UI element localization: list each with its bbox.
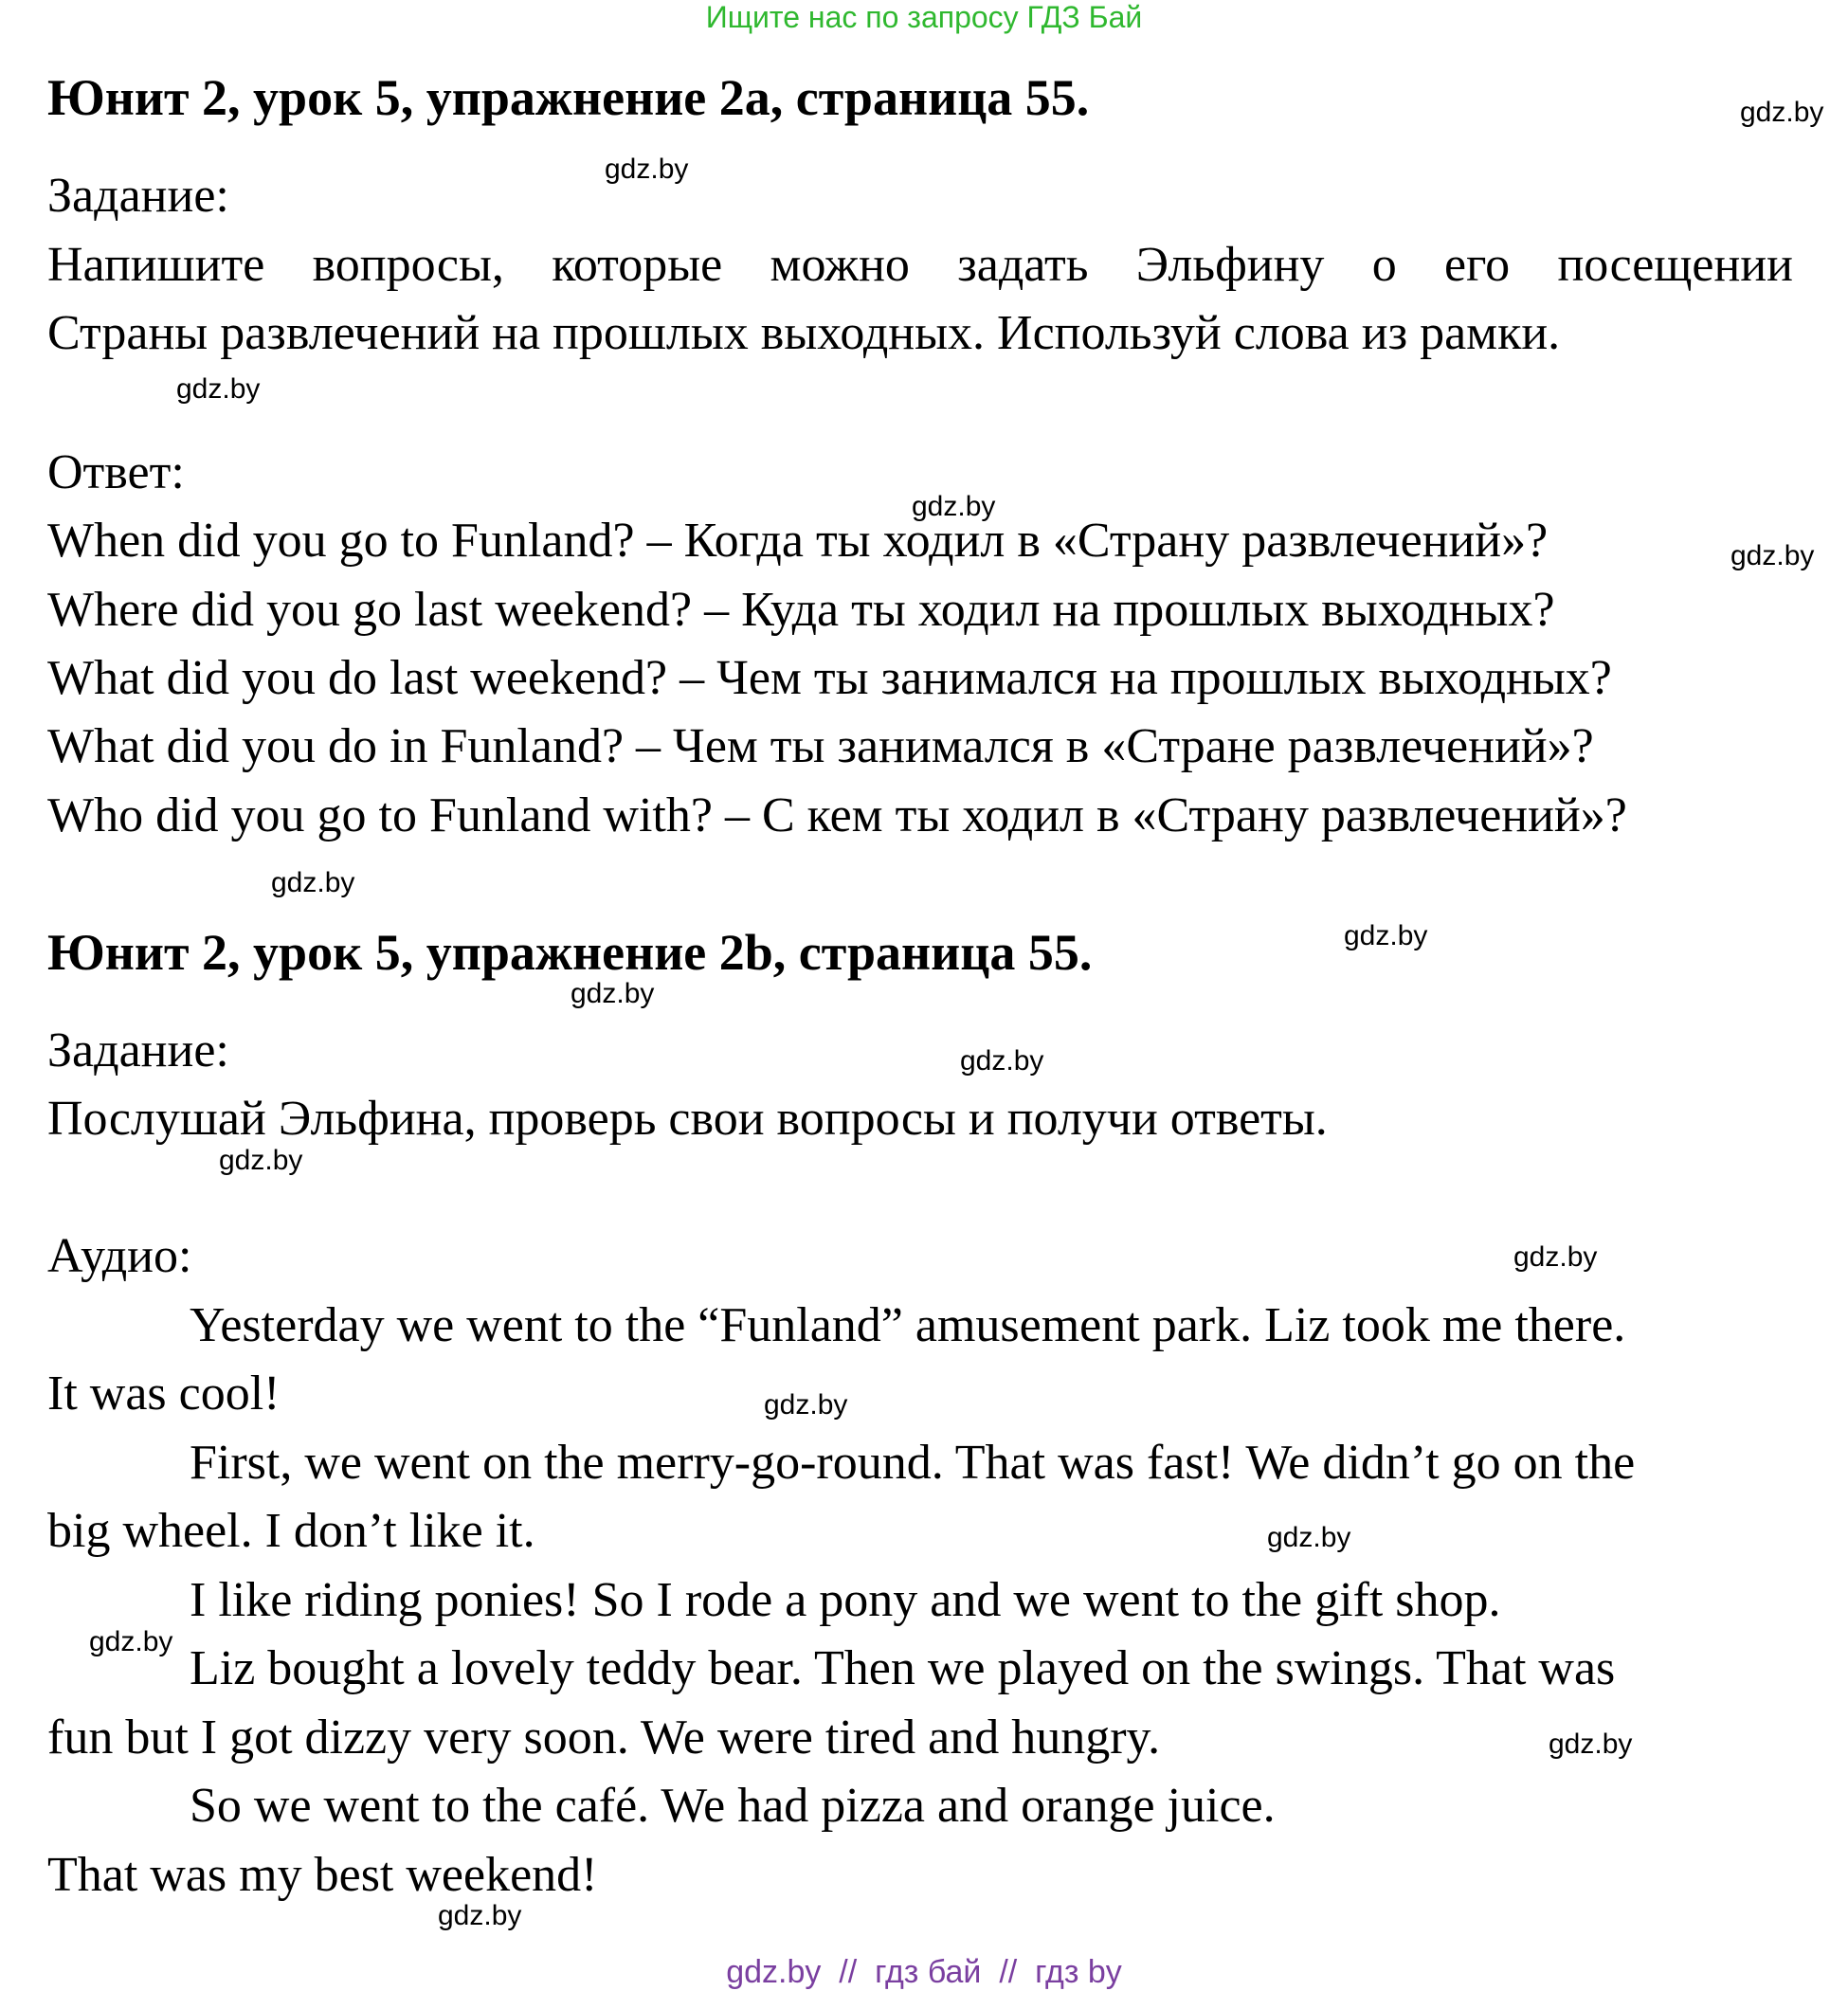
section-b-task-line: Послушай Эльфина, проверь свои вопросы и получи ответы. xyxy=(47,1092,1328,1146)
audio-line-6: Liz bought a lovely teddy bear. Then we played on the swings. That was xyxy=(190,1641,1616,1695)
audio-line-5: I like riding ponies! So I rode a pony and we went to the gift shop. xyxy=(190,1573,1501,1627)
section-a-answer-label: Ответ: xyxy=(47,445,185,499)
bottom-footer: gdz.by // гдз бай // гдз by xyxy=(726,1954,1122,1990)
watermark: gdz.by xyxy=(438,1900,522,1931)
watermark: gdz.by xyxy=(1513,1241,1598,1273)
audio-line-3: First, we went on the merry-go-round. That was fast! We didn’t go on the xyxy=(190,1436,1636,1490)
section-b-task-label: Задание: xyxy=(47,1023,229,1077)
watermark: gdz.by xyxy=(1549,1729,1633,1760)
watermark: gdz.by xyxy=(764,1389,848,1421)
answer-line-1: When did you go to Funland? – Когда ты ходил в «Страну развлечений»? xyxy=(47,514,1549,568)
watermark: gdz.by xyxy=(1730,540,1815,571)
section-a-task-label: Задание: xyxy=(47,169,229,223)
watermark: gdz.by xyxy=(571,978,655,1009)
audio-line-8: So we went to the café. We had pizza and orange juice. xyxy=(190,1779,1276,1833)
answer-line-2: Where did you go last weekend? – Куда ты ходил на прошлых выходных? xyxy=(47,583,1555,637)
watermark: gdz.by xyxy=(960,1045,1044,1077)
audio-line-1: Yesterday we went to the “Funland” amusement park. Liz took me there. xyxy=(190,1298,1626,1352)
section-a-task-line-2: Страны развлечений на прошлых выходных. Используй слова из рамки. xyxy=(47,306,1561,360)
section-b-heading: Юнит 2, урок 5, упражнение 2b, страница 55. xyxy=(47,924,1093,981)
watermark: gdz.by xyxy=(1740,97,1824,128)
answer-line-3: What did you do last weekend? – Чем ты занимался на прошлых выходных? xyxy=(47,651,1612,705)
watermark: gdz.by xyxy=(271,867,355,898)
section-a-task-line-1: Напишите вопросы, которые можно задать Эльфину о его посещении xyxy=(47,238,1793,292)
audio-line-4: big wheel. I don’t like it. xyxy=(47,1504,535,1558)
watermark: gdz.by xyxy=(176,373,261,405)
section-b-audio-label: Аудио: xyxy=(47,1229,192,1283)
watermark: gdz.by xyxy=(89,1626,173,1657)
watermark: gdz.by xyxy=(1344,920,1428,951)
watermark: gdz.by xyxy=(1267,1522,1351,1553)
watermark: gdz.by xyxy=(219,1145,303,1176)
audio-line-7: fun but I got dizzy very soon. We were tired and hungry. xyxy=(47,1710,1161,1765)
watermark: gdz.by xyxy=(605,154,689,185)
answer-line-5: Who did you go to Funland with? – С кем ты ходил в «Страну развлечений»? xyxy=(47,788,1627,842)
watermark: gdz.by xyxy=(912,491,996,522)
top-banner: Ищите нас по запросу ГДЗ Бай xyxy=(705,0,1143,34)
audio-line-9: That was my best weekend! xyxy=(47,1848,598,1902)
answer-line-4: What did you do in Funland? – Чем ты занимался в «Стране развлечений»? xyxy=(47,719,1594,773)
section-a-heading: Юнит 2, урок 5, упражнение 2a, страница 55. xyxy=(47,69,1090,126)
audio-line-2: It was cool! xyxy=(47,1367,281,1421)
